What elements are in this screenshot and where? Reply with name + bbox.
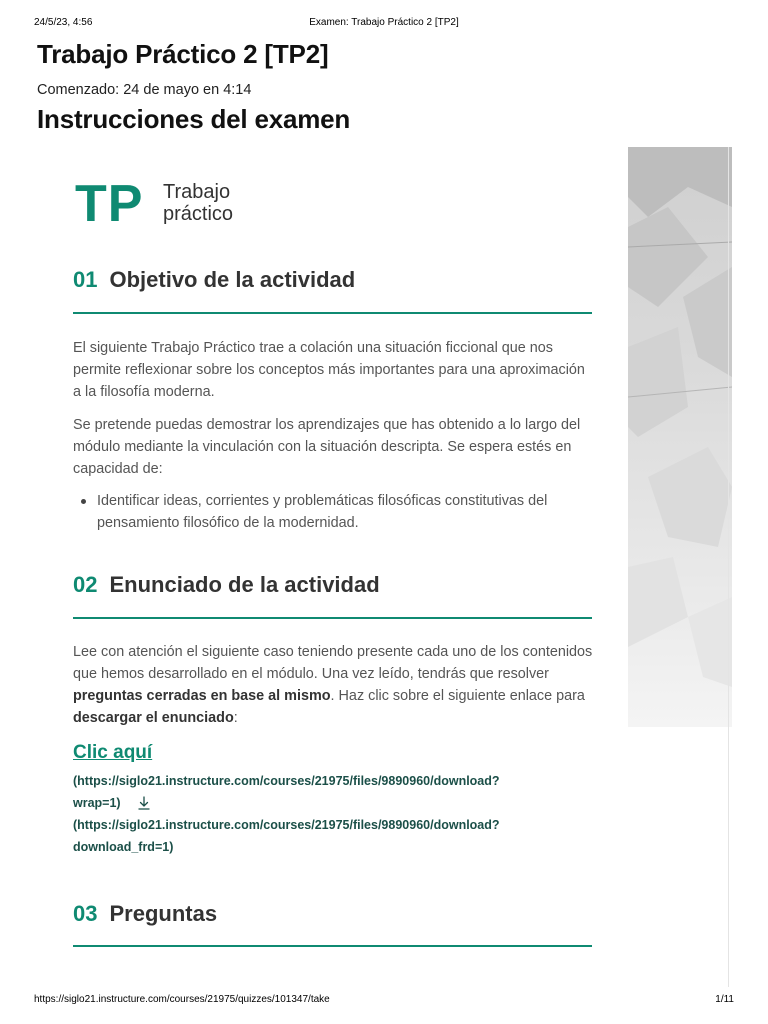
objective-paragraph-1: El siguiente Trabajo Práctico trae a colación una situación ficcional que nos permite reflexionar sobre los conceptos más importantes para una aproximación a la filosofía moderna. <box>73 340 585 400</box>
section-number: 02 <box>73 572 98 597</box>
list-item-text: Identificar ideas, corrientes y problemáticas filosóficas constitutivas del pensamiento filosófico de la modernidad. <box>97 493 548 531</box>
started-timestamp: Comenzado: 24 de mayo en 4:14 <box>37 82 252 98</box>
decorative-banner-image <box>628 147 732 727</box>
objective-paragraph-2: Se pretende puedas demostrar los aprendizajes que has obtenido a lo largo del módulo mediante la vinculación con la situación descripta. Se espera estés en capacidad de: <box>73 417 581 477</box>
statement-bold-1: preguntas cerradas en base al mismo <box>73 688 331 704</box>
print-page-number: 1/11 <box>715 994 734 1005</box>
statement-text-2: . Haz clic sobre el siguiente enlace para <box>330 688 585 704</box>
section-heading-preguntas <box>73 901 593 927</box>
print-page-title: Examen: Trabajo Práctico 2 [TP2] <box>309 17 459 28</box>
clic-aqui-link[interactable]: Clic aquí <box>73 742 153 763</box>
section-title: Objetivo de la actividad <box>109 267 356 292</box>
statement-bold-2: descargar el enunciado <box>73 710 234 726</box>
section-title: Enunciado de la actividad <box>109 572 380 597</box>
section-number: 01 <box>73 267 98 292</box>
tp-logo-word-2: práctico <box>163 203 234 225</box>
section-number: 03 <box>73 901 98 926</box>
download-icon[interactable] <box>137 796 151 810</box>
list-item <box>73 490 595 534</box>
section-heading-objetivo <box>73 267 593 293</box>
download-url-2-line-1[interactable]: (https://siglo21.instructure.com/courses/21975/files/9890960/download? <box>73 818 500 832</box>
scrollbar-track <box>728 147 729 987</box>
print-url: https://siglo21.instructure.com/courses/21975/quizzes/101347/take <box>34 994 330 1005</box>
instructions-title: Instrucciones del examen <box>37 104 351 134</box>
section-heading-enunciado <box>73 572 593 598</box>
quiz-title: Trabajo Práctico 2 [TP2] <box>37 39 329 69</box>
section-divider <box>73 945 592 947</box>
print-date: 24/5/23, 4:56 <box>34 17 93 28</box>
section-divider <box>73 312 592 314</box>
tp-logo-word-1: Trabajo <box>163 181 231 203</box>
print-footer <box>0 994 768 1008</box>
print-header <box>0 17 768 31</box>
section-title: Preguntas <box>109 901 218 926</box>
download-url-1-line-1[interactable]: (https://siglo21.instructure.com/courses/21975/files/9890960/download? <box>73 774 500 788</box>
section-divider <box>73 617 592 619</box>
statement-paragraph <box>73 641 595 729</box>
bullet-dot <box>81 499 86 504</box>
download-url-2-line-2[interactable]: download_frd=1) <box>73 840 174 854</box>
objective-list <box>73 490 595 534</box>
tp-logo-mark: TP <box>75 175 144 233</box>
download-url-1-line-2[interactable]: wrap=1) <box>73 796 121 810</box>
statement-text-3: : <box>233 710 238 726</box>
statement-text-1: Lee con atención el siguiente caso teniendo presente cada uno de los contenidos que hemos desarrollado en el módulo. Una vez leído, tendrás que resolver <box>73 644 593 682</box>
